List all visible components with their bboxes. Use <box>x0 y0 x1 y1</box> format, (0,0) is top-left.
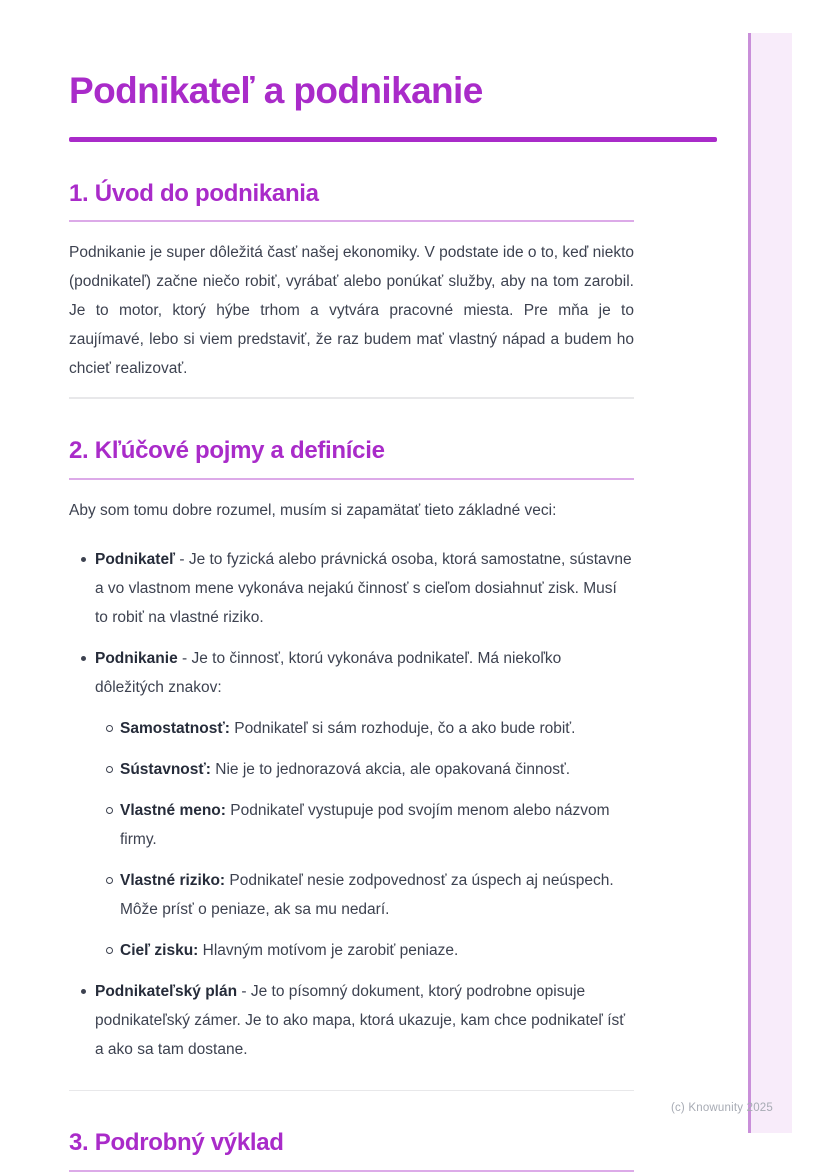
section-2-heading: 2. Kľúčové pojmy a definície <box>69 436 385 464</box>
section-pojmy <box>69 437 634 1064</box>
section-2-intro: Aby som tomu dobre rozumel, musím si zapamätať tieto základné veci: <box>69 501 557 519</box>
section-uvod <box>69 180 634 384</box>
circle-bullet-icon <box>106 766 113 773</box>
list-item-podnikatelsky-plan <box>69 977 634 1064</box>
sublist-item-vlastne-riziko <box>95 866 634 924</box>
section-3-heading: 3. Podrobný výklad <box>69 1129 284 1157</box>
term-label: Podnikanie <box>95 649 178 667</box>
term-definition: Nie je to jednorazová akcia, ale opakovaná činnosť. <box>210 760 571 778</box>
section-vyklad <box>69 1129 634 1172</box>
term-definition: - Je to činnosť, ktorú vykonáva podnikateľ. Má niekoľko dôležitých znakov: <box>95 649 562 696</box>
term-label: Podnikateľský plán <box>95 982 238 1000</box>
term-definition: Podnikateľ vystupuje pod svojím menom alebo názvom firmy. <box>120 801 610 848</box>
page-title: Podnikateľ a podnikanie <box>69 70 483 111</box>
sublist-item-vlastne-meno <box>95 796 634 854</box>
bullet-icon <box>81 989 86 994</box>
term-definition: Podnikateľ si sám rozhoduje, čo a ako bude robiť. <box>229 719 576 737</box>
term-label: Vlastné meno: <box>120 801 226 819</box>
section-divider <box>69 1090 634 1092</box>
section-1-heading: 1. Úvod do podnikania <box>69 179 319 207</box>
bullet-icon <box>81 656 86 661</box>
sublist-item-samostatnost <box>95 714 634 743</box>
circle-bullet-icon <box>106 807 113 814</box>
section-divider <box>69 397 634 399</box>
key-terms-list <box>69 545 634 1064</box>
term-label: Podnikateľ <box>95 550 176 568</box>
list-item-podnikatel <box>69 545 634 632</box>
section-1-paragraph: Podnikanie je super dôležitá časť našej ekonomiky. V podstate ide o to, keď niekto (podnikateľ) začne niečo robiť, vyrábať alebo ponúkať služby, aby na tom zarobil. Je to motor, ktorý hýbe trhom a vytvára pracovné miesta. Pre mňa je to zaujímavé, lebo si viem predstaviť, že raz budem mať vlastný nápad a budem ho chcieť realizovať. <box>69 244 634 378</box>
sublist-item-ciel-zisku <box>95 936 634 965</box>
term-definition: Hlavným motívom je zarobiť peniaze. <box>198 941 459 959</box>
podnikanie-znaky-sublist <box>95 714 634 965</box>
sublist-item-sustavnost <box>95 755 634 784</box>
list-item-podnikanie <box>69 644 634 965</box>
side-stripe <box>748 33 792 1133</box>
bullet-icon <box>81 557 86 562</box>
term-label: Samostatnosť: <box>120 719 230 737</box>
term-label: Cieľ zisku: <box>120 941 199 959</box>
copyright-footer: (c) Knowunity 2025 <box>670 1102 773 1114</box>
circle-bullet-icon <box>106 877 113 884</box>
term-definition: - Je to fyzická alebo právnická osoba, ktorá samostatne, sústavne a vo vlastnom mene vykonáva nejakú činnosť s cieľom dosiahnuť zisk. Musí to robiť na vlastné riziko. <box>95 550 632 626</box>
circle-bullet-icon <box>106 725 113 732</box>
term-label: Vlastné riziko: <box>120 871 226 889</box>
heading-underline <box>69 220 634 222</box>
term-label: Sústavnosť: <box>120 760 211 778</box>
term-definition: - Je to písomný dokument, ktorý podrobne opisuje podnikateľský zámer. Je to ako mapa, ktorá ukazuje, kam chce podnikateľ ísť a ako sa tam dostane. <box>95 982 626 1058</box>
document-content <box>69 0 634 1172</box>
title-rule <box>69 137 717 142</box>
term-definition: Podnikateľ nesie zodpovednosť za úspech aj neúspech. Môže prísť o peniaze, ak sa mu nedarí. <box>120 871 614 918</box>
heading-underline <box>69 478 634 480</box>
circle-bullet-icon <box>106 947 113 954</box>
